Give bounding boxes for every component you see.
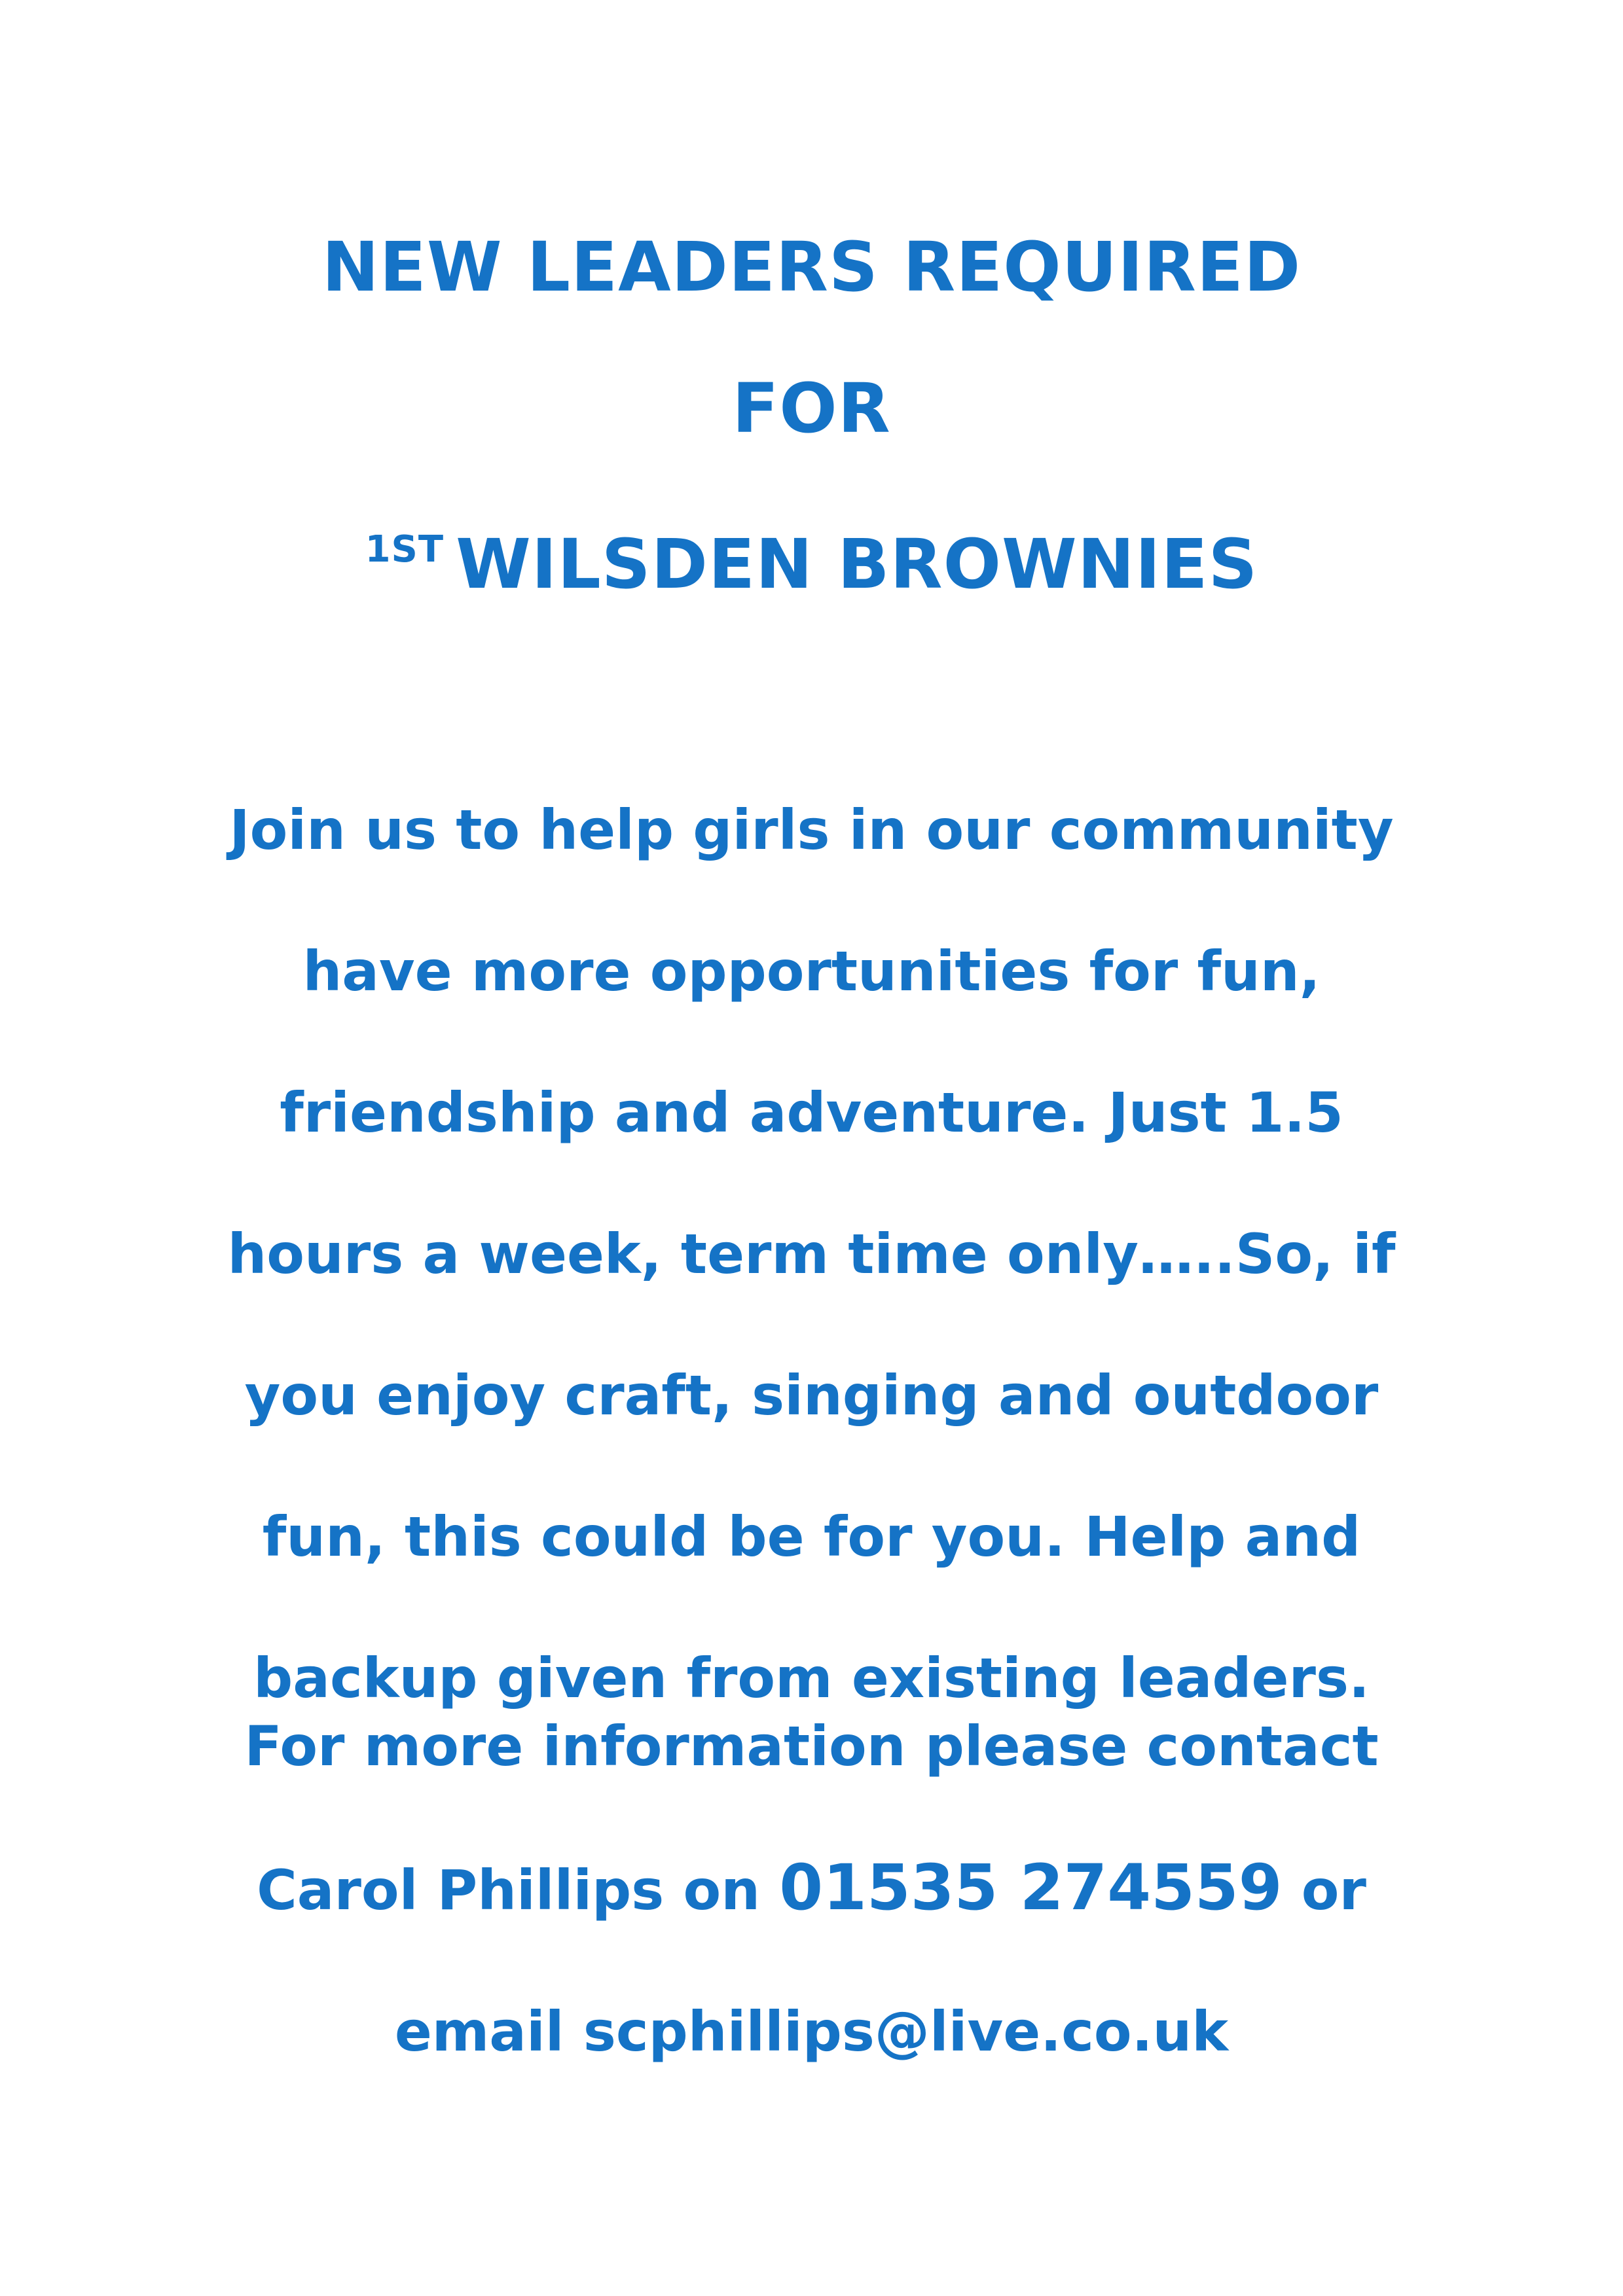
contact-or: or <box>1301 1858 1366 1922</box>
heading-block <box>0 196 1623 635</box>
contact-email-label: email <box>394 2000 564 2064</box>
body-line: hours a week, term time only…..So, if <box>227 1222 1396 1286</box>
heading-line-3 <box>0 479 1623 635</box>
body-line: backup given from existing leaders. <box>253 1646 1370 1710</box>
body-line: have more opportunities for fun, <box>302 939 1321 1003</box>
heading-group-name: WILSDEN BROWNIES <box>456 524 1258 604</box>
body-line: Join us to help girls in our community <box>229 798 1394 862</box>
body-line: fun, this could be for you. Help and <box>262 1505 1361 1569</box>
contact-name: Carol Phillips on <box>257 1858 761 1922</box>
heading-line-2: FOR <box>732 368 891 448</box>
body-line: you enjoy craft, singing and outdoor <box>244 1363 1379 1427</box>
body-line: friendship and adventure. Just 1.5 <box>280 1081 1343 1145</box>
contact-line-2 <box>157 1817 1466 1961</box>
contact-phone: 01535 274559 <box>779 1851 1283 1924</box>
contact-email[interactable]: scphillips@live.co.uk <box>583 2000 1229 2064</box>
contact-line-3 <box>157 1961 1466 2102</box>
contact-line-1: For more information please contact <box>244 1714 1379 1778</box>
contact-info <box>157 1676 1466 2102</box>
body-paragraph <box>157 759 1466 1749</box>
heading-superscript: 1ST <box>365 528 445 571</box>
heading-line-1: NEW LEADERS REQUIRED <box>321 227 1302 307</box>
